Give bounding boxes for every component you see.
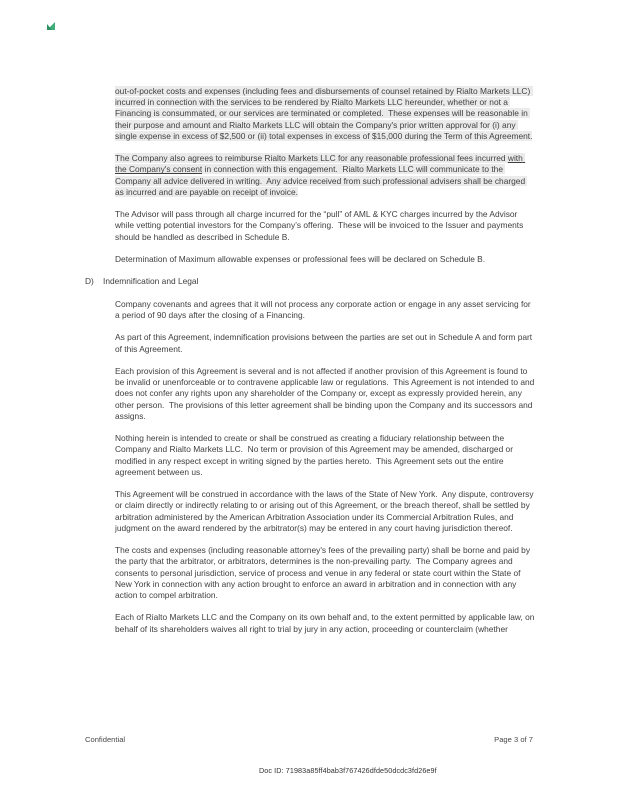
contract-paragraph: Each provision of this Agreement is several and is not affected if another provision of this Agreement is found to be invalid or unenforceable or to contravene applicable law or regulations. This Agreement is not intended to and does not confer any rights upon any shareholder of the Company or, except as expressly provided herein, any other person. The provisions of this letter agreement shall be binding upon the Company and its successors and assigns. xyxy=(115,365,537,421)
contract-paragraph: This Agreement will be construed in accordance with the laws of the State of New York. Any dispute, controversy or claim directly or indirectly relating to or arising out of this Agreement, or the breach thereof, shall be settled by arbitration administered by the American Arbitration Association under its Commercial Arbitration Rules, and judgment on the award rendered by the arbitrator(s) may be entered in any court having jurisdiction thereof. xyxy=(115,489,536,533)
footer-page-number: Page 3 of 7 xyxy=(494,735,533,744)
footer-confidential-label: Confidential xyxy=(85,735,126,744)
contract-paragraph: As part of this Agreement, indemnification provisions between the parties are set out in Schedule A and form part of this Agreement. xyxy=(115,332,535,354)
section-label: D) xyxy=(85,276,94,287)
contract-paragraph: The Advisor will pass through all charge incurred for the “pull” of AML & KYC charges incurred by the Advisor while vetting potential investors for the Company’s offering. These will be invoiced to the Issuer and payments should be handled as described in Schedule B. xyxy=(115,209,526,242)
highlighted-text: in connection with this engagement. Rialto Markets LLC will communicate to the Company all advice delivered in writing. Any advice received from such professional advisers shall be charged as incurred and are payable on receipt of invoice. xyxy=(115,164,528,197)
contract-paragraph: Company covenants and agrees that it will not process any corporate action or engage in any asset servicing for a period of 90 days after the closing of a Financing. xyxy=(115,298,534,320)
contract-paragraph xyxy=(115,86,536,142)
section-heading-indemnification xyxy=(85,276,536,287)
contract-paragraph: Each of Rialto Markets LLC and the Company on its own behalf and, to the extent permitted by applicable law, on behalf of its shareholders waives all right to trial by jury in any action, proceeding or counterclaim (whether xyxy=(115,612,537,634)
contract-body xyxy=(85,86,537,646)
underlined-text: with the Company's consent xyxy=(115,153,526,175)
corner-logo-mark xyxy=(46,18,56,28)
contract-paragraph: The costs and expenses (including reasonable attorney's fees of the prevailing party) shall be borne and paid by the party that the arbitrator, or arbitrators, determines is the non-prevailing party. The Company agrees and consents to personal jurisdiction, service of process and venue in any federal or state court within the State of New York in connection with any action brought to enforce an award in arbitration and in connection with any action to compel arbitration. xyxy=(115,545,533,600)
contract-paragraph: Determination of Maximum allowable expenses or professional fees will be declared on Schedule B. xyxy=(115,254,486,264)
doc-id-stamp: Doc ID: 71983a85ff4bab3f767426dfde50dcdc3fd26e9f xyxy=(259,766,437,775)
leaf-icon xyxy=(46,21,56,31)
section-title: Indemnification and Legal xyxy=(103,276,199,287)
highlighted-text: out-of-pocket costs and expenses (including fees and disbursements of counsel retained by Rialto Markets LLC) incurred in connection with the services to be rendered by Rialto Markets LLC hereunder, whether or not a Financing is consummated, or our services are terminated or completed. These expenses will be reasonable in their purpose and amount and Rialto Markets LLC will obtain the Company's prior written approval for (i) any single expense in excess of $2,500 or (ii) total expenses in excess of $15,000 during the Term of this Agreement. xyxy=(115,86,533,141)
contract-paragraph xyxy=(115,153,536,198)
highlighted-text: The Company also agrees to reimburse Rialto Markets LLC for any reasonable professional fees incurred xyxy=(115,153,508,164)
contract-paragraph: Nothing herein is intended to create or shall be construed as creating a fiduciary relationship between the Company and Rialto Markets LLC. No term or provision of this Agreement may be amended, discharged or modified in any respect except in writing signed by the parties hereto. This Agreement sets out the entire agreement between us. xyxy=(115,433,516,477)
